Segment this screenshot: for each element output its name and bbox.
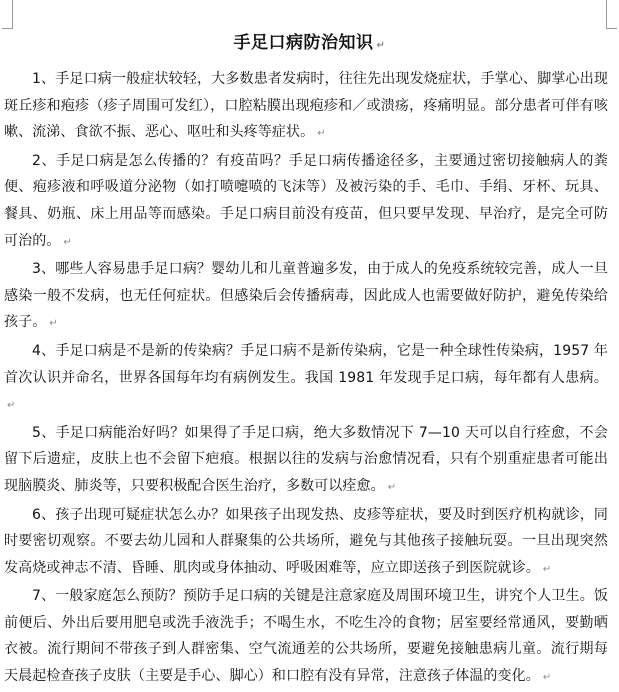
document-title-text: 手足口病防治知识	[233, 33, 374, 53]
paragraph-2-text: 2、手足口病是怎么传播的？有疫苗吗？手足口病传播途径多，主要通过密切接触病人的粪便、疱疹液和呼吸道分泌物（如打喷嚏喷的飞沫等）及被污染的手、毛巾、手绢、牙杯、玩具、餐具、奶瓶、床上用品等而感染。手足口病目前没有疫苗，但只要早发现、早治疗，是完全可防可治的。	[4, 152, 608, 249]
page-corner-mark-left	[2, 0, 13, 29]
page-corner-mark-right	[606, 0, 617, 29]
paragraph-4[interactable]	[4, 338, 608, 420]
paragraph-5[interactable]	[4, 420, 608, 502]
paragraph-mark-icon: ↵	[49, 318, 58, 330]
document-title[interactable]	[0, 32, 619, 57]
paragraph-3-text: 3、哪些人容易患手足口病？婴幼儿和儿童普遍多发，由于成人的免疫系统较完善，成人一旦感染一般不发病，也无任何症状。但感染后会传播病毒，因此成人也需要做好防护，避免传染给孩子。	[4, 261, 608, 331]
paragraph-mark-icon: ↵	[7, 400, 16, 412]
paragraph-1[interactable]	[4, 66, 608, 148]
paragraph-mark-icon: ↵	[317, 128, 326, 140]
paragraph-mark-icon: ↵	[542, 563, 552, 575]
paragraph-mark-icon: ↵	[387, 481, 397, 493]
paragraph-6-text: 6、孩子出现可疑症状怎么办？如果孩子出现发热、皮疹等症状，要及时到医疗机构就诊，同时要密切观察。不要去幼儿园和人群聚集的公共场所，避免与其他孩子接触玩耍。一旦出现突然发高烧或神志不清、昏睡、肌肉或身体抽动、呼吸困难等，应立即送孩子到医院就诊。	[4, 506, 608, 576]
paragraph-2[interactable]	[4, 148, 608, 256]
paragraph-7-text: 7、一般家庭怎么预防？预防手足口病的关键是注意家庭及周围环境卫生，讲究个人卫生。饭前便后、外出后要用肥皂或洗手液洗手；不喝生水，不吃生冷的食物；居室要经常通风，要勤晒衣被。流行期间不带孩子到人群密集、空气流通差的公共场所，要避免接触患病儿童。流行期每天晨起检查孩子皮肤（主要是手心、脚心）和口腔有没有异常，注意孩子体温的变化。	[4, 588, 608, 685]
paragraph-7[interactable]	[4, 583, 608, 691]
paragraph-1-text: 1、手足口病一般症状较轻，大多数患者发病时，往往先出现发烧症状，手掌心、脚掌心出现斑丘疹和疱疹（疹子周围可发红），口腔粘膜出现疱疹和／或溃疡，疼痛明显。部分患者可伴有咳嗽、流涕、食欲不振、恶心、呕吐和头疼等症状。	[4, 71, 608, 141]
document-body[interactable]	[4, 66, 608, 692]
paragraph-3[interactable]	[4, 256, 608, 338]
paragraph-mark-icon: ↵	[376, 40, 386, 51]
paragraph-4-text: 4、手足口病是不是新的传染病？手足口病不是新传染病，它是一种全球性传染病，1957 年首次认识并命名，世界各国每年均有病例发生。我国 1981 年发现手足口病，每年都有人患病。	[4, 342, 608, 386]
paragraph-mark-icon: ↵	[63, 236, 72, 248]
paragraph-mark-icon: ↵	[542, 672, 552, 684]
paragraph-5-text: 5、手足口病能治好吗？如果得了手足口病，绝大多数情况下 7—10 天可以自行痊愈，不会留下后遗症，皮肤上也不会留下疤痕。根据以往的发病与治愈情况看，只有个别重症患者可能出现脑膜炎、肺炎等，只要积极配合医生治疗，多数可以痊愈。	[4, 424, 608, 494]
paragraph-6[interactable]	[4, 502, 608, 584]
